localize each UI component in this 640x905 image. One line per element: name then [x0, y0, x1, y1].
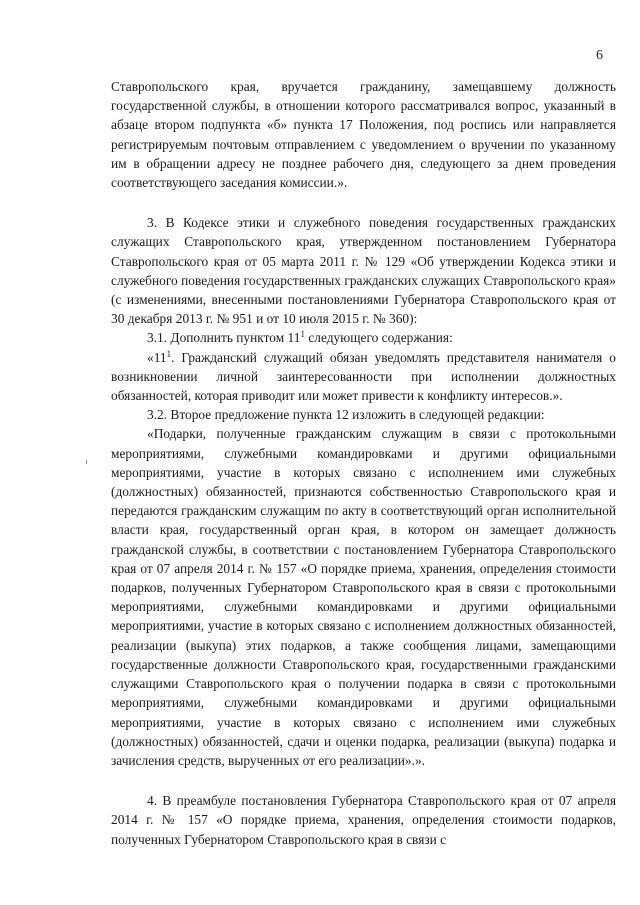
clause-11-1-number: «11 — [147, 349, 167, 365]
item-3-1-superscript: 1 — [300, 329, 305, 340]
clause-11-1-superscript: 1 — [166, 348, 172, 359]
clause-11-1-text: . Гражданский служащий обязан уведомлять представителя нанимателя о возникновении личной заинтересованности при исполнении должностных обязанностей, которая приводит или может привести к конфликту интересов.». — [111, 349, 616, 404]
page-number: 6 — [596, 48, 603, 63]
paragraph-item-3: 3. В Кодексе этики и служебного поведения государственных гражданских служащих Ставропольского края, утвержденном постановлением Губернатора Ставропольского края от 05 марта 2011 г. № 129 «Об утверждении Кодекса этики и служебного поведения государственных гражданских служащих Ставропольского края» (с изменениями, внесенными постановлениями Губернатора Ставропольского края от 30 декабря 2013 г. № 951 и от 10 июля 2015 г. № 360): — [111, 215, 616, 327]
paragraph-gap — [111, 192, 616, 213]
paragraph-gifts-clause: «Подарки, полученные гражданским служащим в связи с протокольными мероприятиями, служебными командировками и другими официальными мероприятиями, участие в которых связано с исполнением ими служебных (должностных) обязанностей, признаются собственностью Ставропольского края и передаются гражданским служащим по акту в соответствующий орган исполнительной власти края, государственный орган края, в котором он замещает должность гражданской службы, в соответствии с постановлением Губернатора Ставропольского края от 07 апреля 2014 г. № 157 «О порядке приема, хранения, определения стоимости подарков, полученных Губернатором Ставропольского края в связи с протокольными мероприятиями, служебными командировками и другими официальными мероприятиями, участие в которых связано с исполнением должностных обязанностей, реализации (выкупа) этих подарков, а также сообщения лицами, замещающими государственные должности Ставропольского края, государственными гражданскими служащими Ставропольского края о получении подарка в связи с протокольными мероприятиями, служебными командировками и другими официальными мероприятиями, участие в которых связано с исполнением ими служебных (должностных) обязанностей, сдачи и оценки подарка, реализации (выкупа) подарка и зачисления средств, вырученных от его реализации».». — [111, 426, 616, 768]
paragraph-item-3-2: 3.2. Второе предложение пункта 12 изложить в следующей редакции: — [147, 407, 545, 423]
paragraph-item-3-1 — [111, 328, 616, 347]
document-body — [111, 77, 616, 849]
item-3-1-text-tail: следующего содержания: — [304, 330, 453, 346]
item-3-1-text: 3.1. Дополнить пунктом 11 — [147, 330, 301, 346]
paragraph-gap — [111, 770, 616, 791]
paragraph-continuation: Ставропольского края, вручается гражданину, замещавшему должность государственной службы, в отношении которого рассматривался вопрос, указанный в абзаце втором подпункта «б» пункта 17 Положения, под роспись или направляется регистрируемым почтовым отправлением с уведомлением о вручении по указанному им в обращении адресу не позднее рабочего дня, следующего за днем проведения соответствующего заседания комиссии.». — [111, 79, 616, 191]
paragraph-item-4: 4. В преамбуле постановления Губернатора Ставропольского края от 07 апреля 2014 г. № 157 «О порядке приема, хранения, определения стоимости подарков, полученных Губернатором Ставропольского края в связи с — [111, 793, 616, 847]
scan-artifact — [86, 460, 87, 464]
paragraph-clause-11-1 — [111, 348, 616, 406]
